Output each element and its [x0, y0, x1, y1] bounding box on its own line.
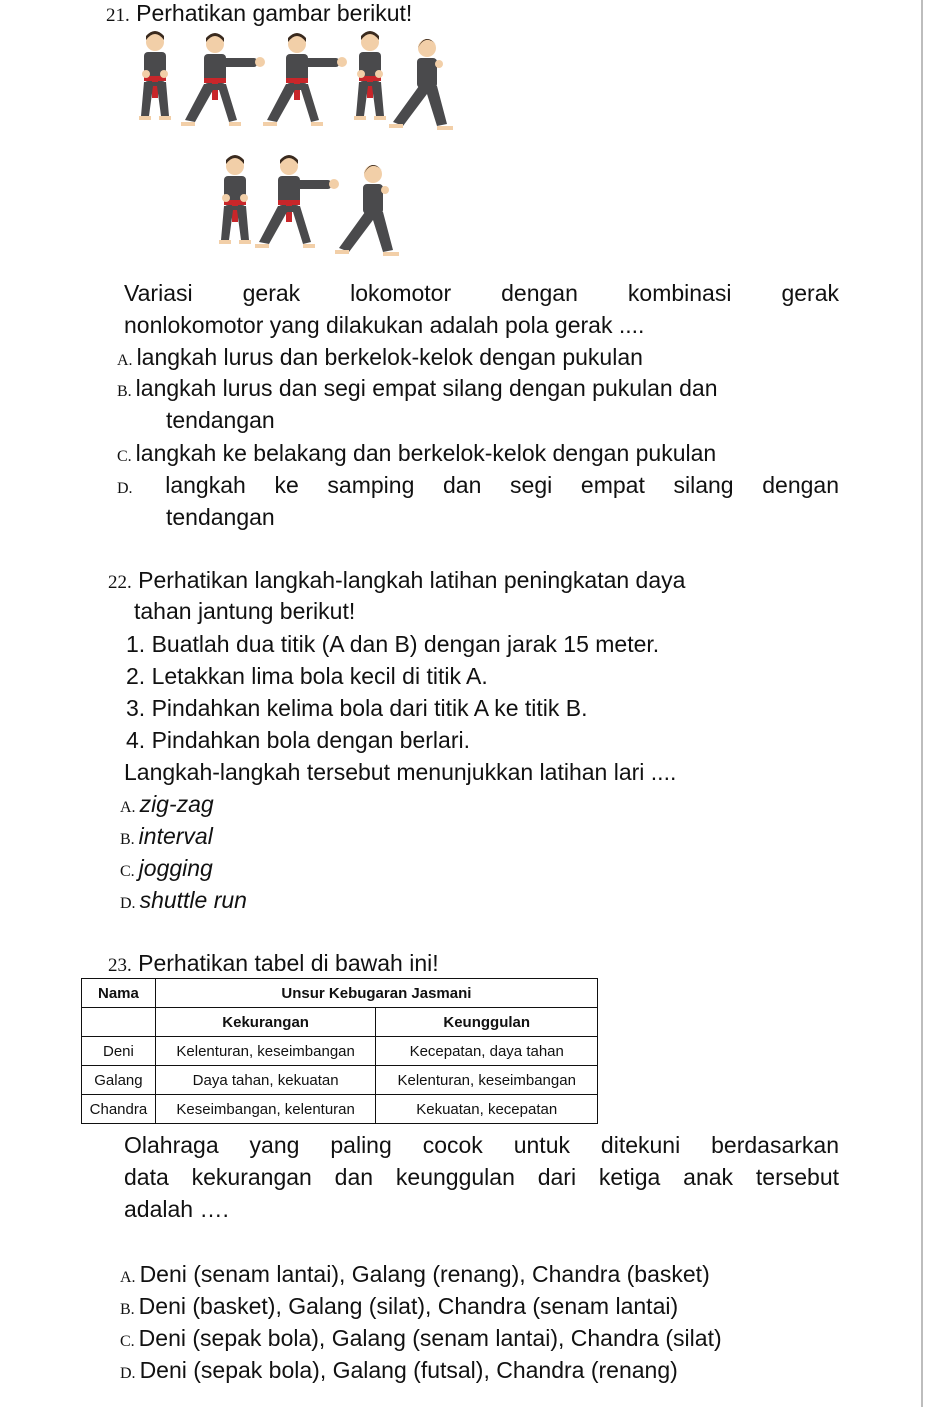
option-text: langkah ke belakang dan berkelok-kelok dengan pukulan [135, 440, 717, 466]
cell-name: Galang [82, 1066, 156, 1095]
q22-option-a[interactable] [120, 791, 214, 818]
q22-option-b[interactable] [120, 823, 213, 850]
option-letter: A. [120, 1269, 136, 1286]
q21-title-line [106, 0, 412, 27]
q22-question: Langkah-langkah tersebut menunjukkan latihan lari .... [124, 759, 677, 785]
q23-option-a[interactable] [120, 1261, 710, 1288]
cell-strength: Kecepatan, daya tahan [376, 1037, 598, 1066]
option-letter: A. [120, 799, 136, 816]
option-letter: B. [120, 1301, 135, 1318]
cell-name: Chandra [82, 1095, 156, 1124]
option-letter: C. [120, 1333, 135, 1350]
q22-number: 22. [108, 572, 132, 593]
cell-name: Deni [82, 1037, 156, 1066]
option-text: langkah lurus dan segi empat silang dengan pukulan dan [135, 375, 718, 401]
q23-option-d[interactable] [120, 1357, 678, 1384]
q23-option-c[interactable] [120, 1325, 722, 1352]
option-letter: D. [120, 1365, 136, 1382]
cell-lack: Kelenturan, keseimbangan [155, 1037, 376, 1066]
table-row [82, 1095, 598, 1124]
table-row [82, 1066, 598, 1095]
cell-strength: Kekuatan, kecepatan [376, 1095, 598, 1124]
option-text: Deni (senam lantai), Galang (renang), Chandra (basket) [139, 1261, 710, 1287]
option-letter: D. [117, 480, 133, 497]
table-header-row [82, 979, 598, 1008]
q22-step-4: 4. Pindahkan bola dengan berlari. [126, 727, 470, 753]
option-text: langkah lurus dan berkelok-kelok dengan pukulan [136, 344, 643, 370]
q22-option-d[interactable] [120, 887, 247, 914]
q21-stem-line2: nonlokomotor yang dilakukan adalah pola gerak .... [124, 312, 645, 338]
option-text: langkah ke samping dan segi empat silang dengan [165, 472, 840, 498]
table-row [82, 1037, 598, 1066]
q21-option-b[interactable] [117, 375, 718, 402]
page-edge-rule [921, 0, 923, 1407]
q21-stem-line1: Variasi gerak lokomotor dengan kombinasi gerak [124, 280, 839, 306]
option-text: interval [138, 823, 213, 849]
q21-number: 21. [106, 5, 130, 26]
q22-option-c[interactable] [120, 855, 213, 882]
q23-stem-line3: adalah …. [124, 1196, 229, 1222]
q22-step-3: 3. Pindahkan kelima bola dari titik A ke titik B. [126, 695, 588, 721]
silat-movement-figure [127, 30, 467, 274]
q23-stem-line2: data kekurangan dan keunggulan dari ketiga anak tersebut [124, 1164, 839, 1190]
table-subheader-row [82, 1008, 598, 1037]
header-unsur: Unsur Kebugaran Jasmani [155, 979, 597, 1008]
q23-number: 23. [108, 955, 132, 976]
option-text: jogging [138, 855, 213, 881]
header-keunggulan: Keunggulan [376, 1008, 598, 1037]
option-text: Deni (sepak bola), Galang (senam lantai), Chandra (silat) [138, 1325, 722, 1351]
q22-title: Perhatikan langkah-langkah latihan peningkatan daya [138, 567, 686, 593]
q23-title-line [108, 950, 439, 977]
q21-option-d-cont: tendangan [166, 504, 275, 530]
option-letter: D. [120, 895, 136, 912]
q21-option-b-cont: tendangan [166, 407, 275, 433]
q21-option-a[interactable] [117, 344, 643, 371]
q21-option-d[interactable] [117, 472, 839, 499]
option-letter: C. [120, 863, 135, 880]
header-empty [82, 1008, 156, 1037]
q23-option-b[interactable] [120, 1293, 678, 1320]
option-text: Deni (sepak bola), Galang (futsal), Chandra (renang) [139, 1357, 678, 1383]
option-letter: A. [117, 352, 133, 369]
header-kekurangan: Kekurangan [155, 1008, 376, 1037]
q21-option-c[interactable] [117, 440, 716, 467]
cell-lack: Keseimbangan, kelenturan [155, 1095, 376, 1124]
q22-step-1: 1. Buatlah dua titik (A dan B) dengan jarak 15 meter. [126, 631, 660, 657]
q23-title: Perhatikan tabel di bawah ini! [138, 950, 439, 976]
option-text: zig-zag [139, 791, 214, 817]
option-text: shuttle run [139, 887, 247, 913]
q23-stem-line1: Olahraga yang paling cocok untuk ditekuni berdasarkan [124, 1132, 839, 1158]
cell-lack: Daya tahan, kekuatan [155, 1066, 376, 1095]
q22-title-line2: tahan jantung berikut! [134, 598, 356, 624]
q21-title: Perhatikan gambar berikut! [136, 0, 413, 26]
option-letter: B. [117, 383, 132, 400]
header-nama: Nama [82, 979, 156, 1008]
cell-strength: Kelenturan, keseimbangan [376, 1066, 598, 1095]
fitness-table [81, 978, 598, 1124]
option-letter: B. [120, 831, 135, 848]
q22-title-line [108, 567, 685, 594]
option-text: Deni (basket), Galang (silat), Chandra (senam lantai) [138, 1293, 679, 1319]
q22-step-2: 2. Letakkan lima bola kecil di titik A. [126, 663, 488, 689]
option-letter: C. [117, 448, 132, 465]
